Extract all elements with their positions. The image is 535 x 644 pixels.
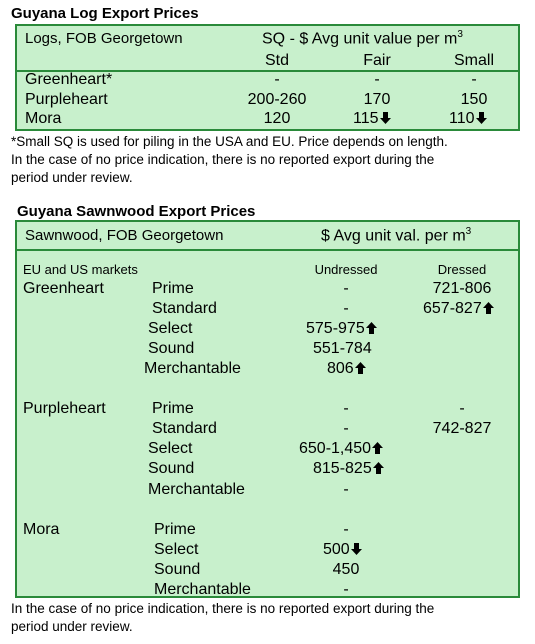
undressed-value: -: [343, 581, 349, 598]
undressed-value: 815-825: [313, 460, 384, 478]
grade-label: Prime: [152, 400, 194, 417]
grade-label: Merchantable: [144, 360, 241, 377]
undressed-value: -: [343, 521, 349, 538]
undressed-value: 450: [332, 561, 360, 578]
log-cell: 170: [363, 91, 391, 108]
undressed-value: -: [343, 300, 349, 317]
sawn-note-line: In the case of no price indication, there is no reported export during the: [11, 601, 435, 616]
undressed-value: 551-784: [313, 340, 372, 357]
undressed-value: 575-975: [306, 320, 377, 338]
down-arrow-icon: [380, 112, 391, 124]
undressed-value: 650-1,450: [299, 440, 383, 458]
undressed-value: -: [343, 400, 349, 417]
col-dressed: Dressed: [437, 262, 487, 277]
grade-label: Standard: [152, 420, 217, 437]
species-name: Mora: [23, 521, 60, 538]
species-name: Greenheart: [23, 280, 104, 297]
log-cell: 110: [449, 110, 487, 128]
up-arrow-icon: [366, 322, 377, 334]
log-col-small: Small: [453, 52, 494, 69]
dressed-value: -: [459, 400, 465, 417]
grade-label: Select: [148, 440, 193, 457]
log-header-left: Logs, FOB Georgetown: [25, 30, 183, 47]
log-col-std: Std: [264, 52, 289, 69]
undressed-value: -: [343, 280, 349, 297]
sawn-header-divider: [17, 249, 518, 251]
undressed-value: 806: [327, 360, 366, 378]
log-cell: -: [471, 71, 477, 88]
log-note-line: In the case of no price indication, there is no reported export during the: [11, 152, 435, 167]
grade-label: Sound: [154, 561, 201, 578]
log-cell: 120: [263, 110, 291, 127]
log-cell: -: [374, 71, 380, 88]
dressed-value: 657-827: [423, 300, 494, 318]
log-row-name: Greenheart*: [25, 71, 113, 88]
log-cell: -: [274, 71, 280, 88]
grade-label: Select: [154, 541, 199, 558]
grade-label: Select: [148, 320, 193, 337]
dressed-value: 742-827: [432, 420, 492, 437]
up-arrow-icon: [373, 462, 384, 474]
log-row-name: Mora: [25, 110, 62, 127]
log-header-right: SQ - $ Avg unit value per $m^3$: [262, 29, 463, 48]
grade-label: Merchantable: [154, 581, 251, 598]
col-undressed: Undressed: [314, 262, 378, 277]
markets-label: EU and US markets: [23, 262, 138, 277]
undressed-value: 500: [323, 541, 362, 559]
grade-label: Standard: [152, 300, 217, 317]
log-table: [15, 24, 520, 131]
sawn-table-title: Guyana Sawnwood Export Prices: [17, 203, 256, 220]
grade-label: Merchantable: [148, 481, 245, 498]
log-note-line: period under review.: [11, 170, 133, 185]
sawn-table: [15, 220, 520, 598]
down-arrow-icon: [476, 112, 487, 124]
down-arrow-icon: [351, 543, 362, 555]
log-note-line: *Small SQ is used for piling in the USA and EU. Price depends on length.: [11, 134, 448, 149]
sawn-header-left: Sawnwood, FOB Georgetown: [25, 227, 224, 244]
log-table-title: Guyana Log Export Prices: [11, 5, 199, 22]
log-col-fair: Fair: [363, 52, 391, 69]
up-arrow-icon: [372, 442, 383, 454]
up-arrow-icon: [483, 302, 494, 314]
undressed-value: -: [343, 481, 349, 498]
up-arrow-icon: [355, 362, 366, 374]
grade-label: Sound: [148, 340, 195, 357]
sawn-note-line: period under review.: [11, 619, 133, 634]
grade-label: Prime: [154, 521, 196, 538]
log-cell: 115: [353, 110, 391, 128]
species-name: Purpleheart: [23, 400, 106, 417]
sawn-header-right: $ Avg unit val. per $m^3$: [321, 226, 472, 245]
grade-label: Prime: [152, 280, 194, 297]
log-cell: 150: [460, 91, 488, 108]
undressed-value: -: [343, 420, 349, 437]
dressed-value: 721-806: [432, 280, 492, 297]
log-cell: 200-260: [247, 91, 307, 108]
grade-label: Sound: [148, 460, 195, 477]
log-row-name: Purpleheart: [25, 91, 108, 108]
